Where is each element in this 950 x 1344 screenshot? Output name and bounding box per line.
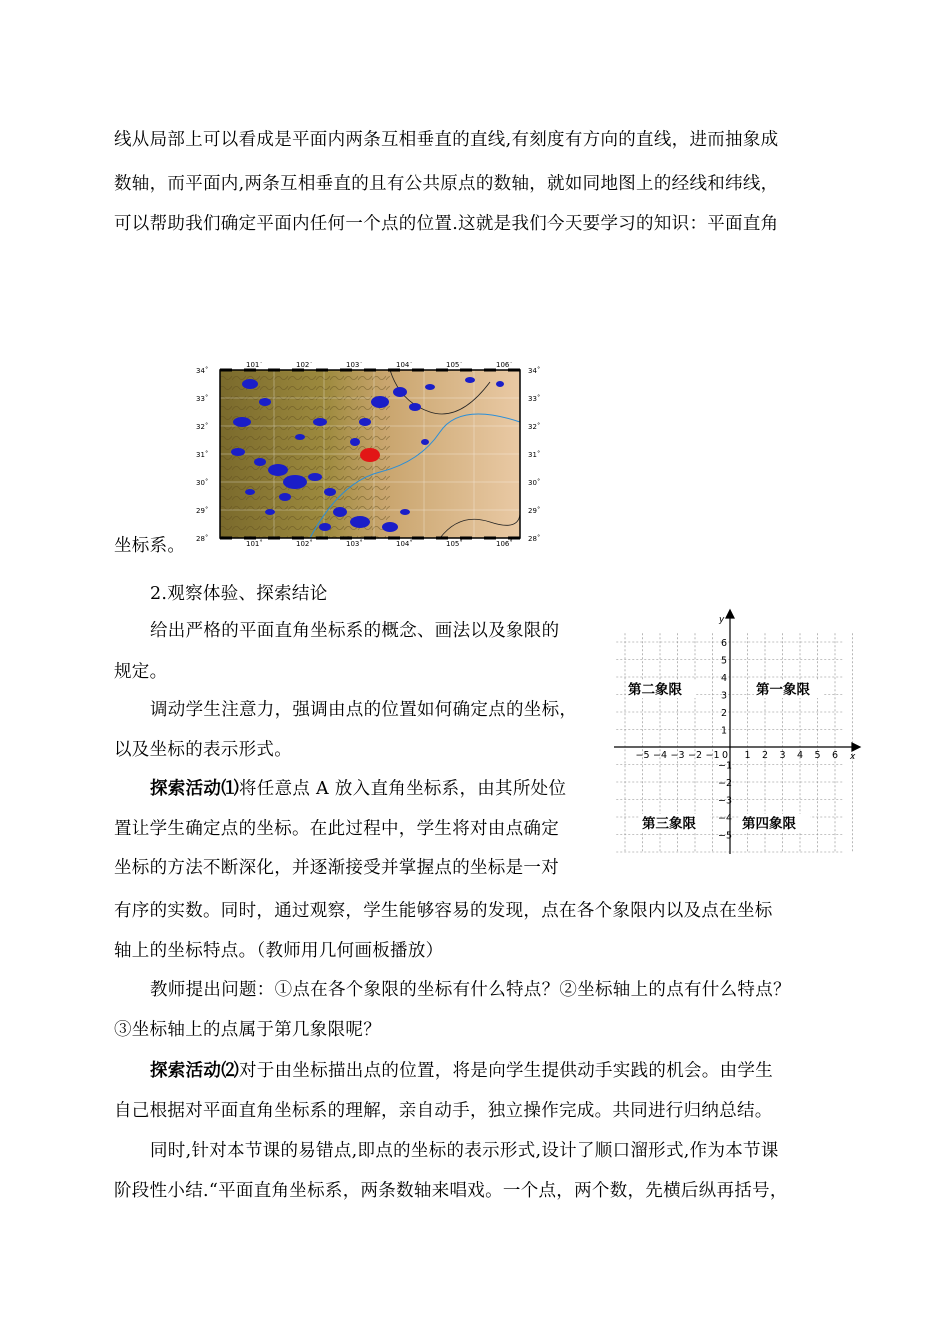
map-y-tick: 32˚ <box>196 423 209 431</box>
activity-label: 探索活动⑵ <box>150 1061 239 1081</box>
map-x-tick: 103˚ <box>346 362 363 369</box>
y-tick-label: −4 <box>718 813 733 824</box>
map-y-tick: 29˚ <box>528 507 541 515</box>
map-y-tick: 31˚ <box>528 451 541 459</box>
map-y-tick: 31˚ <box>196 451 209 459</box>
x-axis-label: x <box>850 752 856 762</box>
text-line <box>150 775 566 800</box>
map-x-tick: 106˚ <box>496 362 513 369</box>
coordinate-plane-figure <box>612 608 862 856</box>
map-x-tick: 106˚ <box>496 540 513 547</box>
text-line: 坐标的方法不断深化，并逐渐接受并掌握点的坐标是一对 <box>114 858 559 878</box>
map-y-tick: 34˚ <box>196 367 209 375</box>
map-y-tick: 28˚ <box>528 535 541 543</box>
text-line: 以及坐标的表示形式。 <box>114 740 292 760</box>
text-line: 自己根据对平面直角坐标系的理解，亲自动手，独立操作完成。共同进行归纳总结。 <box>114 1101 773 1121</box>
map-y-tick: 29˚ <box>196 507 209 515</box>
text-line: ③坐标轴上的点属于第几象限呢？ <box>114 1020 381 1040</box>
quadrant-4-label: 第四象限 <box>742 816 796 832</box>
text-line: 坐标系。 <box>114 536 186 556</box>
origin-label: 0 <box>722 750 729 761</box>
map-x-tick: 102˚ <box>296 540 313 547</box>
map-y-tick: 30˚ <box>528 479 541 487</box>
x-tick-label: −3 <box>670 750 685 761</box>
text-line: 数轴，而平面内,两条互相垂直的且有公共原点的数轴，就如同地图上的经线和纬线， <box>114 174 779 194</box>
text-line: 规定。 <box>114 662 168 682</box>
map-x-tick: 104˚ <box>396 362 413 369</box>
x-tick-label: −1 <box>705 750 720 761</box>
map-y-tick: 28˚ <box>196 535 209 543</box>
seismic-map-figure <box>190 362 550 547</box>
y-tick-label: −3 <box>718 795 733 807</box>
x-tick-label: −5 <box>635 750 650 761</box>
map-x-tick: 102˚ <box>296 362 313 369</box>
quadrant-1-label: 第一象限 <box>756 682 810 698</box>
map-y-tick: 34˚ <box>528 367 541 375</box>
y-tick-label: 3 <box>721 690 728 702</box>
quadrant-3-label: 第三象限 <box>642 816 696 832</box>
text-line: 有序的实数。同时，通过观察，学生能够容易的发现，点在各个象限内以及点在坐标 <box>114 901 773 921</box>
x-tick-label: 3 <box>779 750 786 761</box>
x-tick-label: −4 <box>653 750 668 761</box>
y-tick-label: −1 <box>718 760 733 772</box>
y-tick-label: −2 <box>718 778 733 789</box>
map-x-tick: 105˚ <box>446 362 463 369</box>
y-tick-label: 5 <box>721 655 728 667</box>
map-y-tick: 33˚ <box>196 395 209 403</box>
map-x-tick: 101˚ <box>246 540 263 547</box>
x-tick-label: 1 <box>744 750 751 761</box>
section-heading: 2.观察体验、探索结论 <box>150 584 328 604</box>
text-line <box>150 1057 773 1082</box>
map-x-tick: 103˚ <box>346 540 363 547</box>
map-y-tick: 32˚ <box>528 423 541 431</box>
y-tick-label: 6 <box>721 638 728 649</box>
y-tick-label: −5 <box>718 830 733 842</box>
x-tick-label: −2 <box>688 750 703 761</box>
map-x-tick: 105˚ <box>446 540 463 547</box>
x-tick-label: 6 <box>832 750 839 761</box>
x-tick-label: 2 <box>762 750 769 761</box>
text-span: 对于由坐标描出点的位置，将是向学生提供动手实践的机会。由学生 <box>239 1061 773 1081</box>
activity-label: 探索活动⑴ <box>150 779 239 799</box>
quadrant-2-label: 第二象限 <box>628 682 682 698</box>
text-line: 可以帮助我们确定平面内任何一个点的位置.这就是我们今天要学习的知识：平面直角 <box>114 214 779 234</box>
text-line: 线从局部上可以看成是平面内两条互相垂直的直线,有刻度有方向的直线，进而抽象成 <box>114 130 779 150</box>
x-tick-label: 4 <box>797 750 804 761</box>
y-axis-label: y <box>719 615 725 625</box>
y-axis-arrow <box>726 610 734 618</box>
map-x-tick: 101˚ <box>246 362 263 369</box>
text-line: 教师提出问题：①点在各个象限的坐标有什么特点？②坐标轴上的点有什么特点？ <box>150 980 791 1000</box>
y-tick-label: 4 <box>721 673 728 684</box>
x-tick-label: 5 <box>814 750 821 761</box>
x-axis-arrow <box>852 743 860 751</box>
map-y-tick: 30˚ <box>196 479 209 487</box>
y-tick-label: 1 <box>721 725 728 737</box>
text-span: 将任意点 A 放入直角坐标系，由其所处位 <box>239 779 567 799</box>
y-tick-label: 2 <box>721 708 728 719</box>
text-line: 调动学生注意力，强调由点的位置如何确定点的坐标， <box>150 700 578 720</box>
text-line: 置让学生确定点的坐标。在此过程中，学生将对由点确定 <box>114 819 559 839</box>
text-line: 同时,针对本节课的易错点,即点的坐标的表示形式,设计了顺口溜形式,作为本节课 <box>150 1141 779 1161</box>
map-x-tick: 104˚ <box>396 540 413 547</box>
map-y-tick: 33˚ <box>528 395 541 403</box>
text-line: 给出严格的平面直角坐标系的概念、画法以及象限的 <box>150 621 560 641</box>
text-line: 阶段性小结.“平面直角坐标系，两条数轴来唱戏。一个点，两个数，先横后纵再括号， <box>114 1181 788 1201</box>
text-line: 轴上的坐标特点。（教师用几何画板播放） <box>114 941 444 961</box>
